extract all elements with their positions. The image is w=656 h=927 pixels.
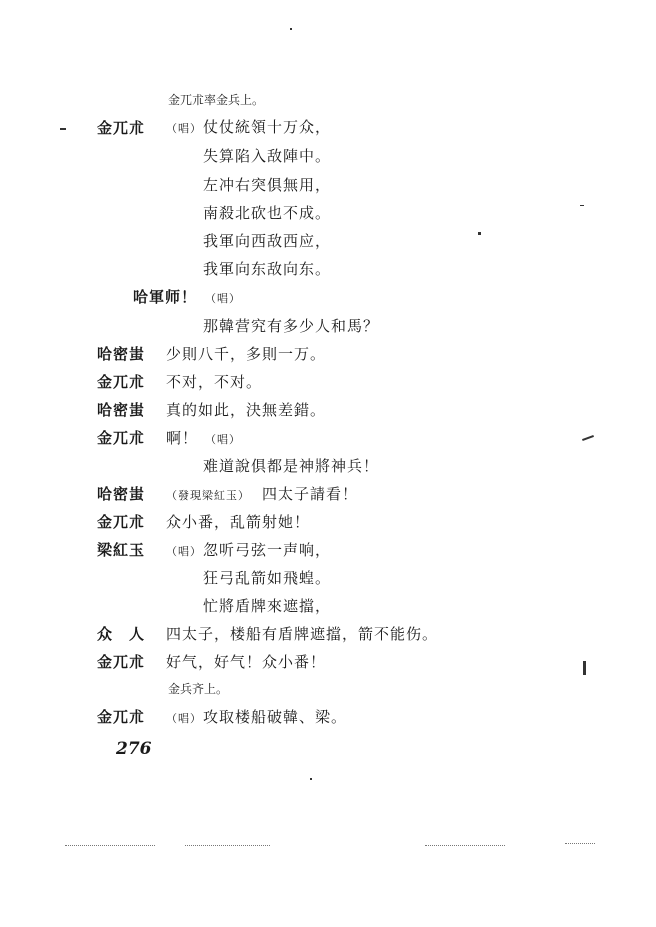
stage-direction-enter: 金兀朮率金兵上。 bbox=[168, 93, 265, 107]
stage-aside: （唱） bbox=[205, 292, 241, 305]
dialogue-text: 真的如此，決無差錯。 bbox=[166, 401, 327, 419]
speaker-name: 梁紅玉 bbox=[97, 541, 146, 559]
verse-line: 我軍向西敌西应， bbox=[203, 232, 332, 250]
stage-aside: （唱） bbox=[205, 433, 241, 446]
scan-speck bbox=[583, 661, 586, 675]
scan-noise bbox=[565, 843, 595, 845]
speaker-name: 哈密蚩 bbox=[97, 485, 146, 503]
speaker-name: 哈密蚩 bbox=[97, 401, 146, 419]
stage-direction-enter: 金兵齐上。 bbox=[168, 682, 229, 696]
dialogue-text: 忽听弓弦一声响， bbox=[203, 541, 332, 559]
speaker-name: 金兀朮 bbox=[97, 513, 146, 531]
verse-line: 狂弓乱箭如飛蝗。 bbox=[203, 569, 332, 587]
scan-noise bbox=[185, 845, 270, 847]
verse-line: 忙將盾牌來遮擋， bbox=[203, 597, 332, 615]
dialogue-text: 仗仗統領十万众， bbox=[203, 118, 332, 136]
dialogue-text: 攻取楼船破韓、梁。 bbox=[203, 708, 348, 726]
speaker-name: 金兀朮 bbox=[97, 119, 146, 137]
dialogue-text: 不对，不对。 bbox=[166, 373, 263, 391]
speaker-name: 哈密蚩 bbox=[97, 345, 146, 363]
speaker-name: 金兀朮 bbox=[97, 708, 146, 726]
speaker-name: 金兀朮 bbox=[97, 653, 146, 671]
dialogue-text: 好气，好气！众小番！ bbox=[166, 653, 327, 671]
scan-noise bbox=[425, 845, 505, 847]
verse-line: 南殺北砍也不成。 bbox=[203, 204, 332, 222]
scan-speck bbox=[60, 128, 66, 130]
stage-aside: （唱） bbox=[166, 545, 202, 558]
verse-line: 我軍向东敌向东。 bbox=[203, 260, 332, 278]
scan-speck bbox=[582, 435, 594, 441]
dialogue-text: 少則八千，多則一万。 bbox=[166, 345, 327, 363]
verse-line: 左冲右突俱無用， bbox=[203, 176, 332, 194]
scan-speck bbox=[478, 232, 481, 235]
speaker-name: 金兀朮 bbox=[97, 429, 146, 447]
stage-aside: （發現梁紅玉） bbox=[166, 489, 250, 502]
dialogue-text: 四太子請看！ bbox=[262, 485, 359, 503]
stage-aside: （唱） bbox=[166, 122, 202, 135]
scan-speck bbox=[310, 778, 312, 780]
verse-line: 难道說俱都是神將神兵！ bbox=[203, 457, 380, 475]
verse-line: 失算陷入敌陣中。 bbox=[203, 147, 332, 165]
scan-speck bbox=[580, 205, 584, 206]
verse-line: 那韓营究有多少人和馬？ bbox=[203, 317, 380, 335]
dialogue-text: 四太子，楼船有盾牌遮擋，箭不能伤。 bbox=[166, 625, 439, 643]
speaker-name: 金兀朮 bbox=[97, 373, 146, 391]
stage-aside: （唱） bbox=[166, 712, 202, 725]
scan-speck bbox=[290, 28, 292, 30]
scan-noise bbox=[65, 845, 155, 847]
dialogue-text: 众小番，乱箭射她！ bbox=[166, 513, 311, 531]
speaker-name: 众 人 bbox=[97, 625, 146, 643]
dialogue-text: 啊！ bbox=[166, 429, 199, 447]
dialogue-line bbox=[97, 120, 145, 136]
page-number: 276 bbox=[116, 739, 152, 759]
speaker-name: 哈軍师！ bbox=[133, 288, 198, 306]
